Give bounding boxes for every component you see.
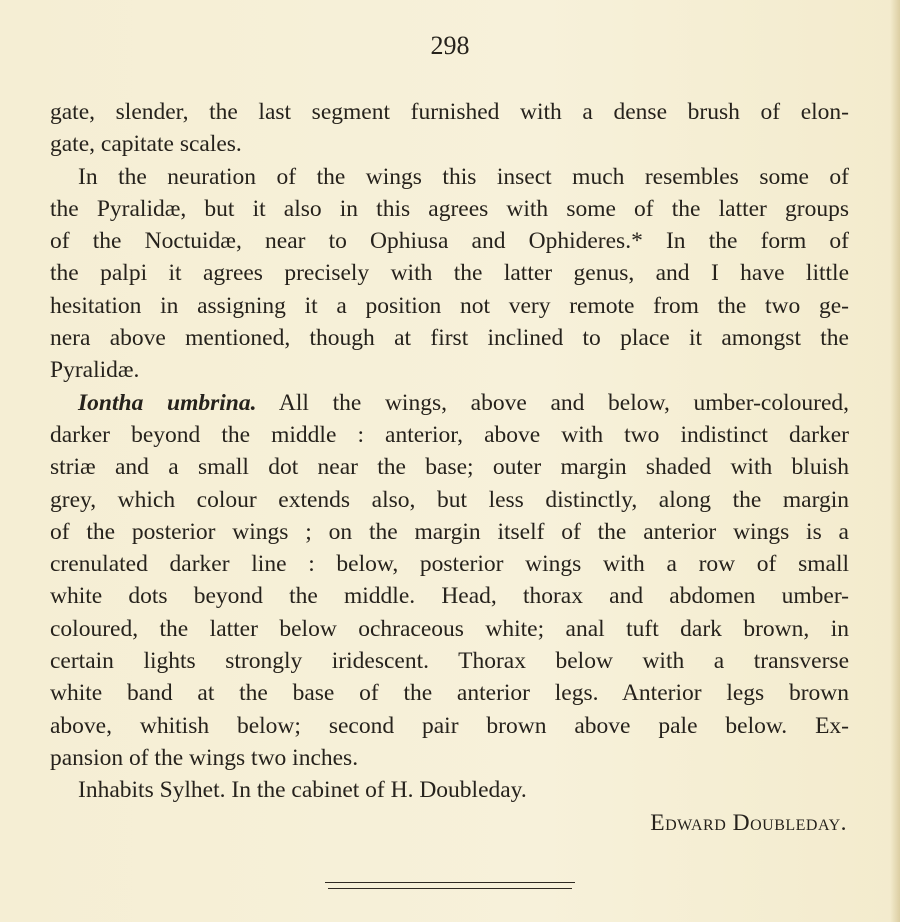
species-heading-line <box>50 387 849 419</box>
habitat-line: Inhabits Sylhet. In the cabinet of H. Doubleday. <box>78 777 527 804</box>
text-line: nera above mentioned, though at first inclined to place it amongst the <box>50 325 849 352</box>
text-line: gate, slender, the last segment furnished with a dense brush of elon- <box>50 99 849 125</box>
text-line: darker beyond the middle : anterior, above with two indistinct darker <box>50 421 849 448</box>
species-name: Iontha umbrina. <box>78 389 257 416</box>
text-line: the palpi it agrees precisely with the latter genus, and I have little <box>50 260 849 287</box>
page-number: 298 <box>430 31 470 60</box>
text-line: white band at the base of the anterior legs. Anterior legs brown <box>50 680 849 707</box>
text-line: white dots beyond the middle. Head, thorax and abdomen umber- <box>50 583 849 610</box>
text-line: pansion of the wings two inches. <box>50 744 359 771</box>
text-line: In the neuration of the wings this insect much resembles some of <box>78 163 849 190</box>
page-spine-shadow <box>890 0 900 922</box>
body-text <box>50 96 849 839</box>
footer-rule <box>325 882 575 883</box>
text-line: of the posterior wings ; on the margin itself of the anterior wings is a <box>50 518 849 545</box>
footer-rule-thin <box>328 888 572 889</box>
author-signature: Edward Doubleday. <box>650 809 847 836</box>
text-line: above, whitish below; second pair brown above pale below. Ex- <box>50 712 849 739</box>
text-line: coloured, the latter below ochraceous white; anal tuft dark brown, in <box>50 615 849 642</box>
text-line: the Pyralidæ, but it also in this agrees with some of the latter groups <box>50 195 849 222</box>
text-line: of the Noctuidæ, near to Ophiusa and Ophideres.* In the form of <box>50 228 849 255</box>
text-line: grey, which colour extends also, but less distinctly, along the margin <box>50 486 849 513</box>
text-line: gate, capitate scales. <box>50 131 242 158</box>
text-line: Pyralidæ. <box>50 357 140 384</box>
species-line-text: All the wings, above and below, umber-coloured, <box>256 389 850 416</box>
text-line: hesitation in assigning it a position not very remote from the two ge- <box>50 292 849 319</box>
text-line: certain lights strongly iridescent. Thorax below with a transverse <box>50 648 849 675</box>
text-line: crenulated darker line : below, posterior wings with a row of small <box>50 551 849 578</box>
text-line: striæ and a small dot near the base; outer margin shaded with bluish <box>50 454 849 481</box>
